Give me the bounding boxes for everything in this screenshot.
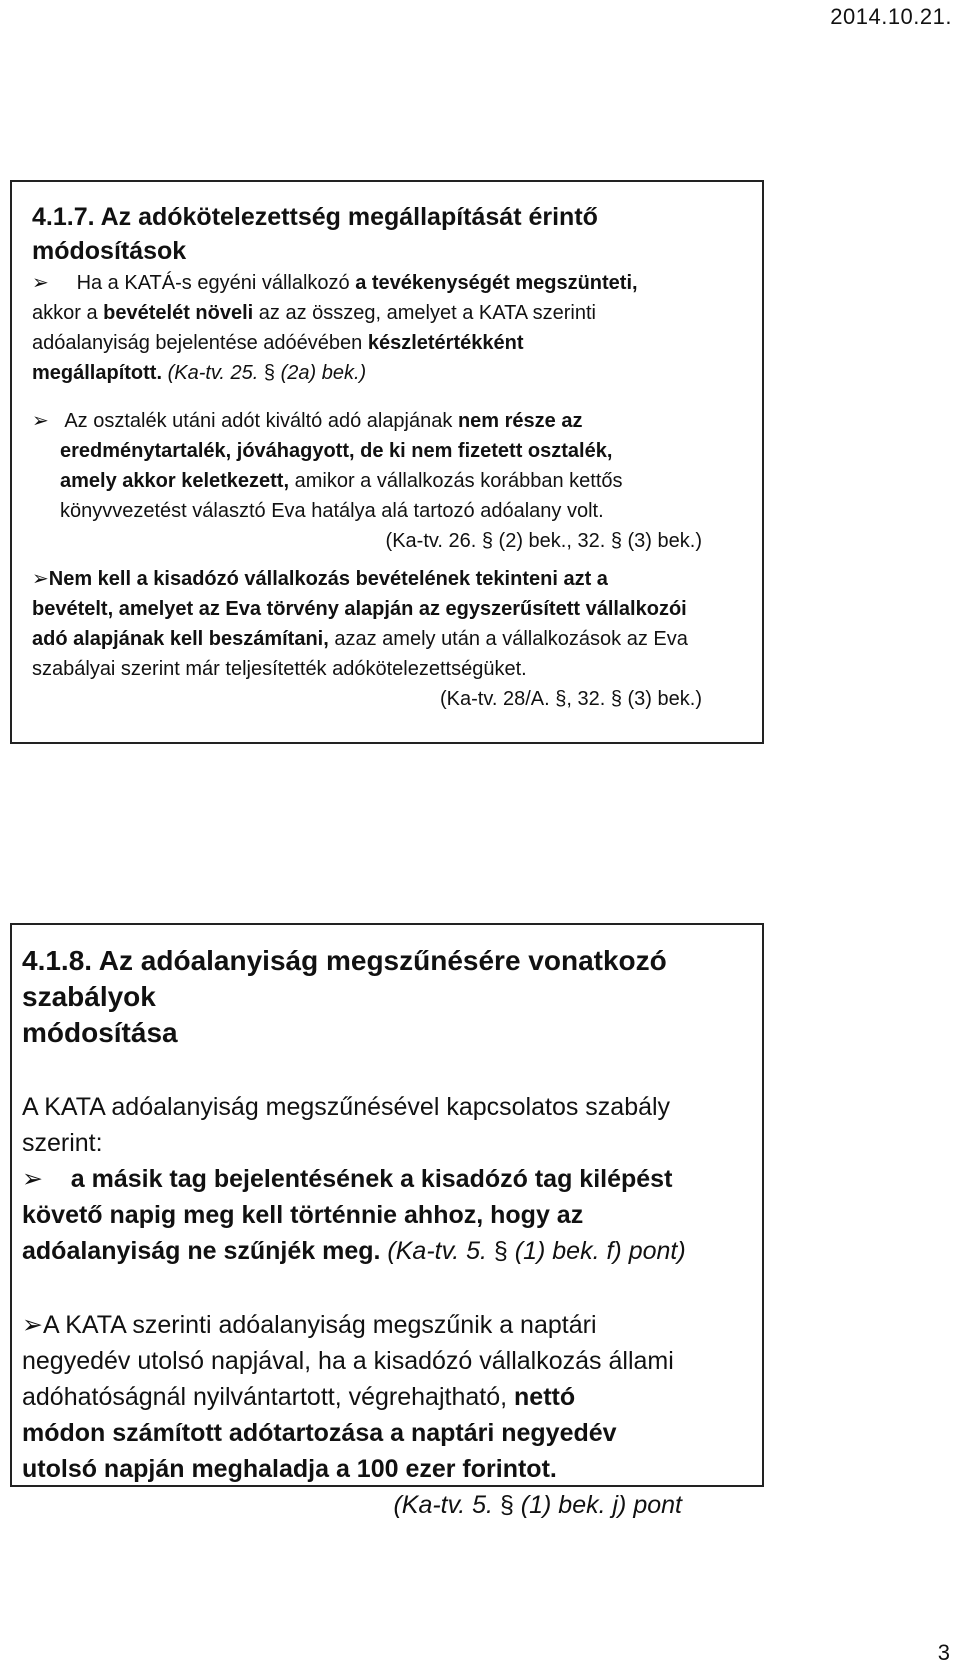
arrow-bullet-icon: ➢: [32, 568, 49, 590]
legal-reference: (Ka-tv. 5. § (1) bek. j) pont: [22, 1487, 762, 1523]
section-sign-icon: §: [481, 530, 493, 552]
section-sign-icon: §: [555, 688, 567, 710]
arrow-bullet-icon: ➢: [32, 410, 49, 432]
legal-reference: (Ka-tv. 26. § (2) bek., 32. § (3) bek.): [32, 526, 762, 556]
header-date: 2014.10.21.: [830, 4, 952, 29]
bullet-item: ➢Nem kell a kisadózó vállalkozás bevételének tekinteni azt a bevételt, amelyet az Eva törvény alapján az egyszerűsített vállalkozói adó alapjának kell beszámítani, azaz amely után a vállalkozások az Eva szabályai szerint már teljesítették adókötelezettségüket.: [32, 568, 688, 680]
arrow-bullet-icon: ➢: [22, 1165, 43, 1193]
slide-4-1-8: [10, 923, 764, 1519]
bullet-item: ➢ a másik tag bejelentésének a kisadózó tag kilépést követő napig meg kell történnie ahhoz, hogy az adóalanyiság ne szűnjék meg. (Ka-tv. 5. § (1) bek. f) pont): [22, 1161, 762, 1269]
title-line-2: módosítása: [22, 1017, 178, 1048]
bullet-item: ➢ Az osztalék utáni adót kiváltó adó alapjának nem része az: [32, 410, 583, 432]
section-sign-icon: §: [493, 1237, 508, 1265]
slide-title: [32, 200, 762, 268]
arrow-bullet-icon: ➢: [22, 1311, 43, 1339]
title-line-2: módosítások: [32, 237, 187, 265]
bullet-item: ➢ Ha a KATÁ-s egyéni vállalkozó a tevékenységét megszünteti, akkor a bevételét növeli az az összeg, amelyet a KATA szerinti adóalanyiság bejelentése adóévében készletértékként megállapított. (Ka-tv. 25. § (2a) bek.): [32, 268, 762, 388]
slide-4-1-7: [10, 180, 764, 744]
slide-title: [22, 943, 762, 1051]
page-number: 3: [937, 1640, 950, 1665]
title-line-1: 4.1.8. Az adóalanyiság megszűnésére vonatkozó szabályok: [22, 945, 667, 1012]
legal-reference: (Ka-tv. 28/A. §, 32. § (3) bek.): [32, 684, 762, 714]
bullet-continuation: eredménytartalék, jóváhagyott, de ki nem fizetett osztalék, amely akkor keletkezett, amikor a vállalkozás korábban kettős könyvvezetést választó Eva hatálya alá tartozó adóalany volt.: [60, 440, 623, 522]
intro-paragraph: A KATA adóalanyiság megszűnésével kapcsolatos szabály szerint:: [22, 1093, 671, 1157]
section-sign-icon: §: [610, 530, 622, 552]
arrow-bullet-icon: ➢: [32, 272, 49, 294]
bullet-item: ➢A KATA szerinti adóalanyiság megszűnik a naptári negyedév utolsó napjával, ha a kisadózó vállalkozás állami adóhatóságnál nyilvántartott, végrehajtható, nettó módon számított adótartozása a naptári negyedév utolsó napján meghaladja a 100 ezer forintot.: [22, 1311, 674, 1483]
section-sign-icon: §: [499, 1491, 514, 1519]
title-line-1: 4.1.7. Az adókötelezettség megállapítását érintő: [32, 203, 598, 231]
section-sign-icon: §: [263, 362, 276, 384]
section-sign-icon: §: [610, 688, 622, 710]
